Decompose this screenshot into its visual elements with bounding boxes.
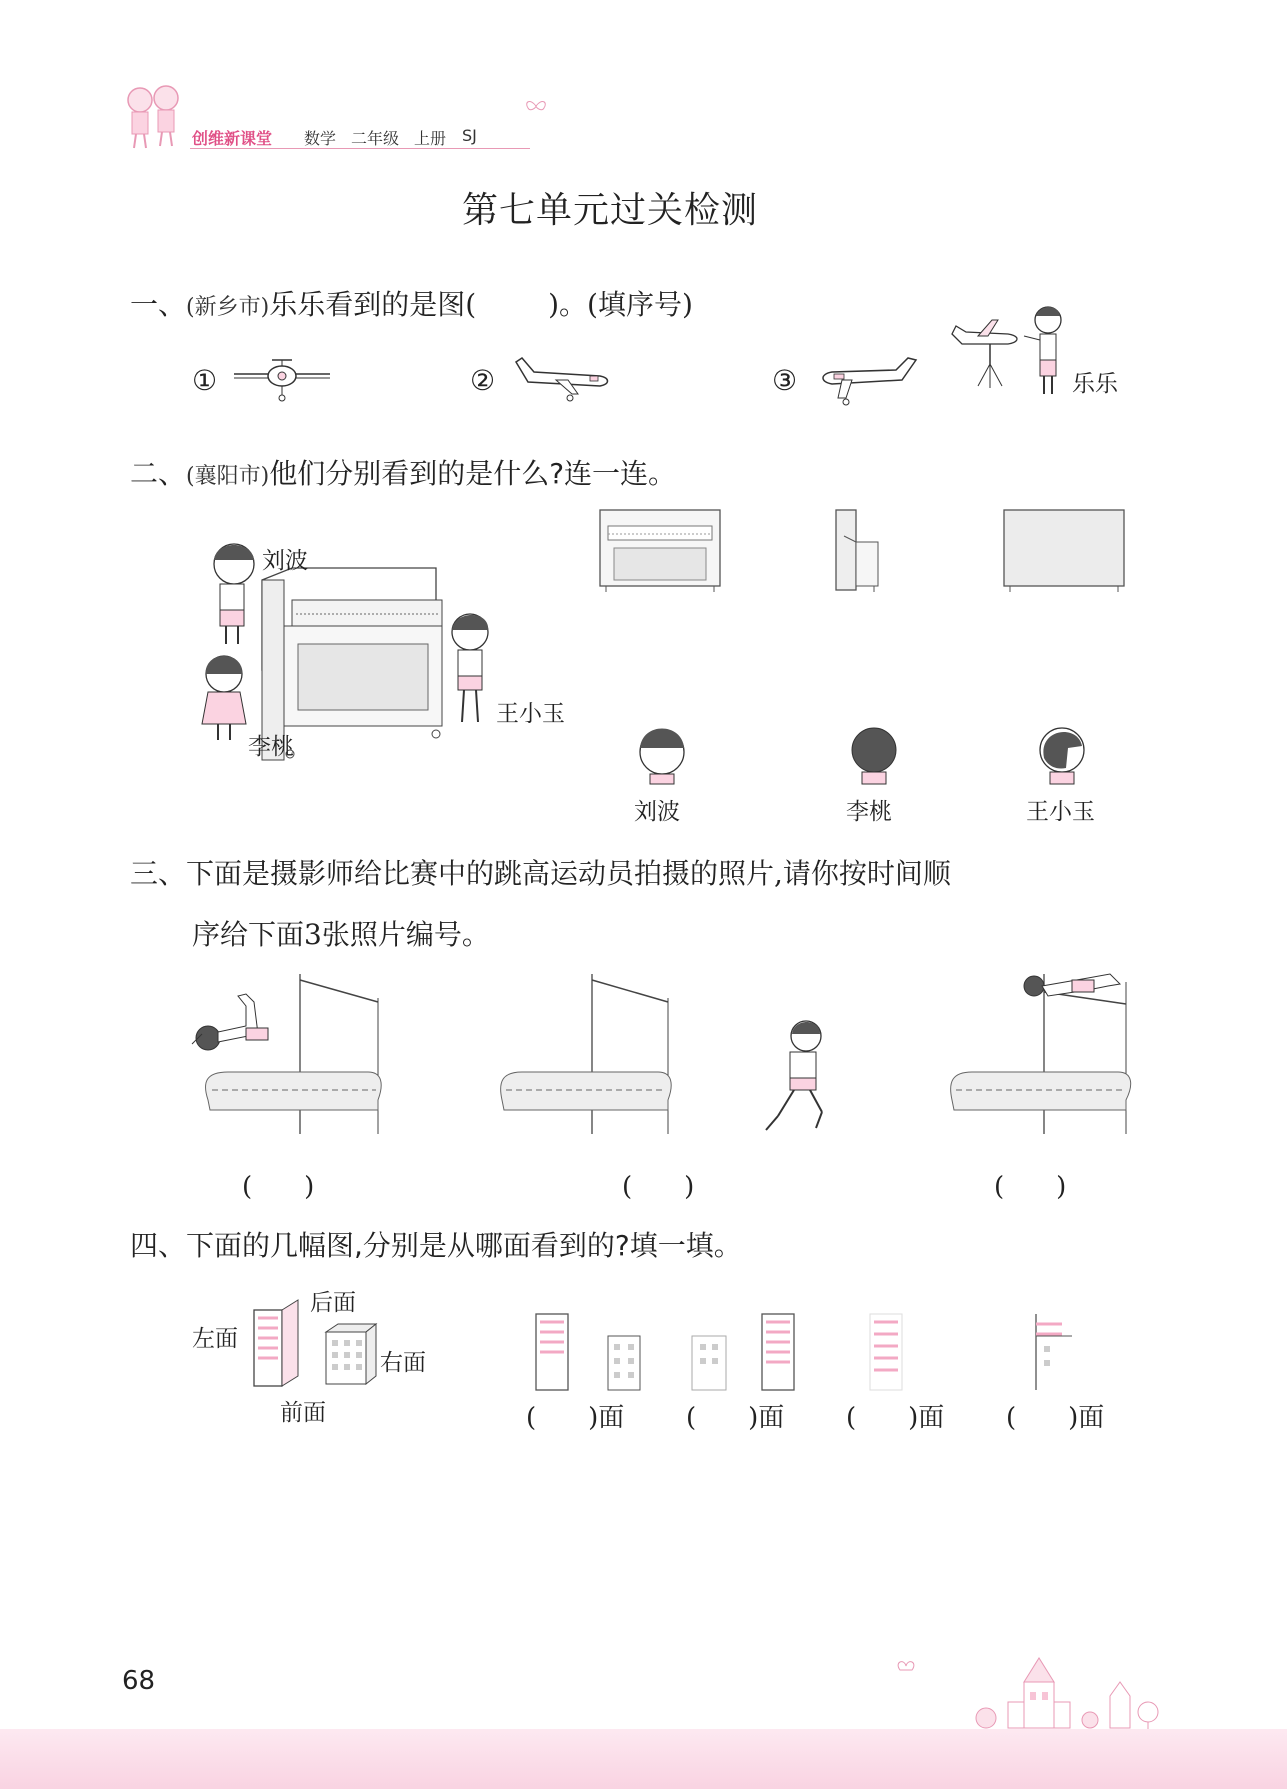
q1-text: 乐乐看到的是图( [269,288,477,321]
q3-answer-blank-1[interactable]: ( ) [242,1172,315,1202]
q4-answer-3[interactable]: ( )面 [846,1403,945,1433]
q4-label-right: 右面 [380,1350,426,1376]
airplane-other-side-view-icon [812,354,922,410]
brand-name: 创维新课堂 [192,129,273,148]
header-edition: SJ [462,126,477,145]
header-grade: 二年级 [351,129,400,148]
q1-person-label: 乐乐 [1072,371,1118,397]
q4-answer-2[interactable]: ( )面 [686,1403,785,1433]
butterfly-icon [524,98,548,114]
castle-decoration-icon [890,1652,1170,1732]
q2-scene-label-liubo: 刘波 [262,548,308,574]
q2-number: 二、 [130,457,187,490]
q3-heading-line1 [130,852,951,892]
q1-option-1-label: ① [192,364,218,397]
q1-option-3-label: ③ [772,364,798,397]
q3-text-line1: 下面是摄影师给比赛中的跳高运动员拍摄的照片,请你按时间顺 [186,857,951,890]
piano-front-view-option[interactable] [598,508,722,592]
liubo-face-icon [632,718,692,784]
building-view-2 [690,1312,800,1392]
high-jump-photo-over-bar [948,972,1134,1134]
lele-with-model-plane-icon [948,300,1078,400]
header-subject: 数学 [304,129,337,148]
q2-option-label-wangxiaoyu: 王小玉 [1026,799,1095,825]
q2-text: 他们分别看到的是什么?连一连。 [269,457,677,490]
q2-option-label-litao: 李桃 [846,799,892,825]
litao-back-head-icon [844,718,904,784]
page-title: 第七单元过关检测 [462,190,759,231]
q3-number: 三、 [130,857,187,890]
q3-answer-blank-3[interactable]: ( ) [994,1172,1067,1202]
building-view-4 [1032,1312,1082,1392]
q1-heading [130,283,693,323]
q4-answer-4[interactable]: ( )面 [1006,1403,1105,1433]
header [118,80,538,150]
high-jump-photo-running [756,1018,836,1138]
high-jump-photo-landing [188,972,388,1134]
airplane-front-view-icon [232,352,332,402]
wangxiaoyu-side-head-icon [1032,718,1092,784]
q3-text-line2: 序给下面3张照片编号。 [192,918,490,951]
q4-heading [130,1224,742,1264]
q4-label-back: 后面 [310,1290,356,1316]
q1-text-end: )。(填序号) [548,288,693,321]
page-number: 68 [122,1666,156,1696]
header-volume: 上册 [414,129,447,148]
mascot-children-icon [118,80,198,150]
q4-answer-1[interactable]: ( )面 [526,1403,625,1433]
building-view-1 [534,1312,644,1392]
piano-side-view-option[interactable] [834,508,894,592]
q4-number: 四、 [130,1229,187,1262]
q2-source: (襄阳市) [186,464,270,489]
q1-source: (新乡市) [186,295,270,320]
q2-heading [130,452,676,492]
high-jump-photo-empty-bar [498,972,678,1134]
q3-answer-blank-2[interactable]: ( ) [622,1172,695,1202]
q2-scene-label-litao: 李桃 [248,734,294,760]
q4-text: 下面的几幅图,分别是从哪面看到的?填一填。 [186,1229,742,1262]
q4-label-front: 前面 [280,1400,326,1426]
q1-number: 一、 [130,288,187,321]
q2-option-label-liubo: 刘波 [634,799,680,825]
q4-label-left: 左面 [192,1326,238,1352]
airplane-side-view-icon [510,352,614,402]
q1-option-2-label: ② [470,364,496,397]
header-rule [190,148,530,149]
building-view-3 [866,1312,906,1392]
footer-band [0,1729,1287,1789]
q2-scene-label-wangxiaoyu: 王小玉 [496,701,565,727]
piano-back-view-option[interactable] [1002,508,1126,592]
